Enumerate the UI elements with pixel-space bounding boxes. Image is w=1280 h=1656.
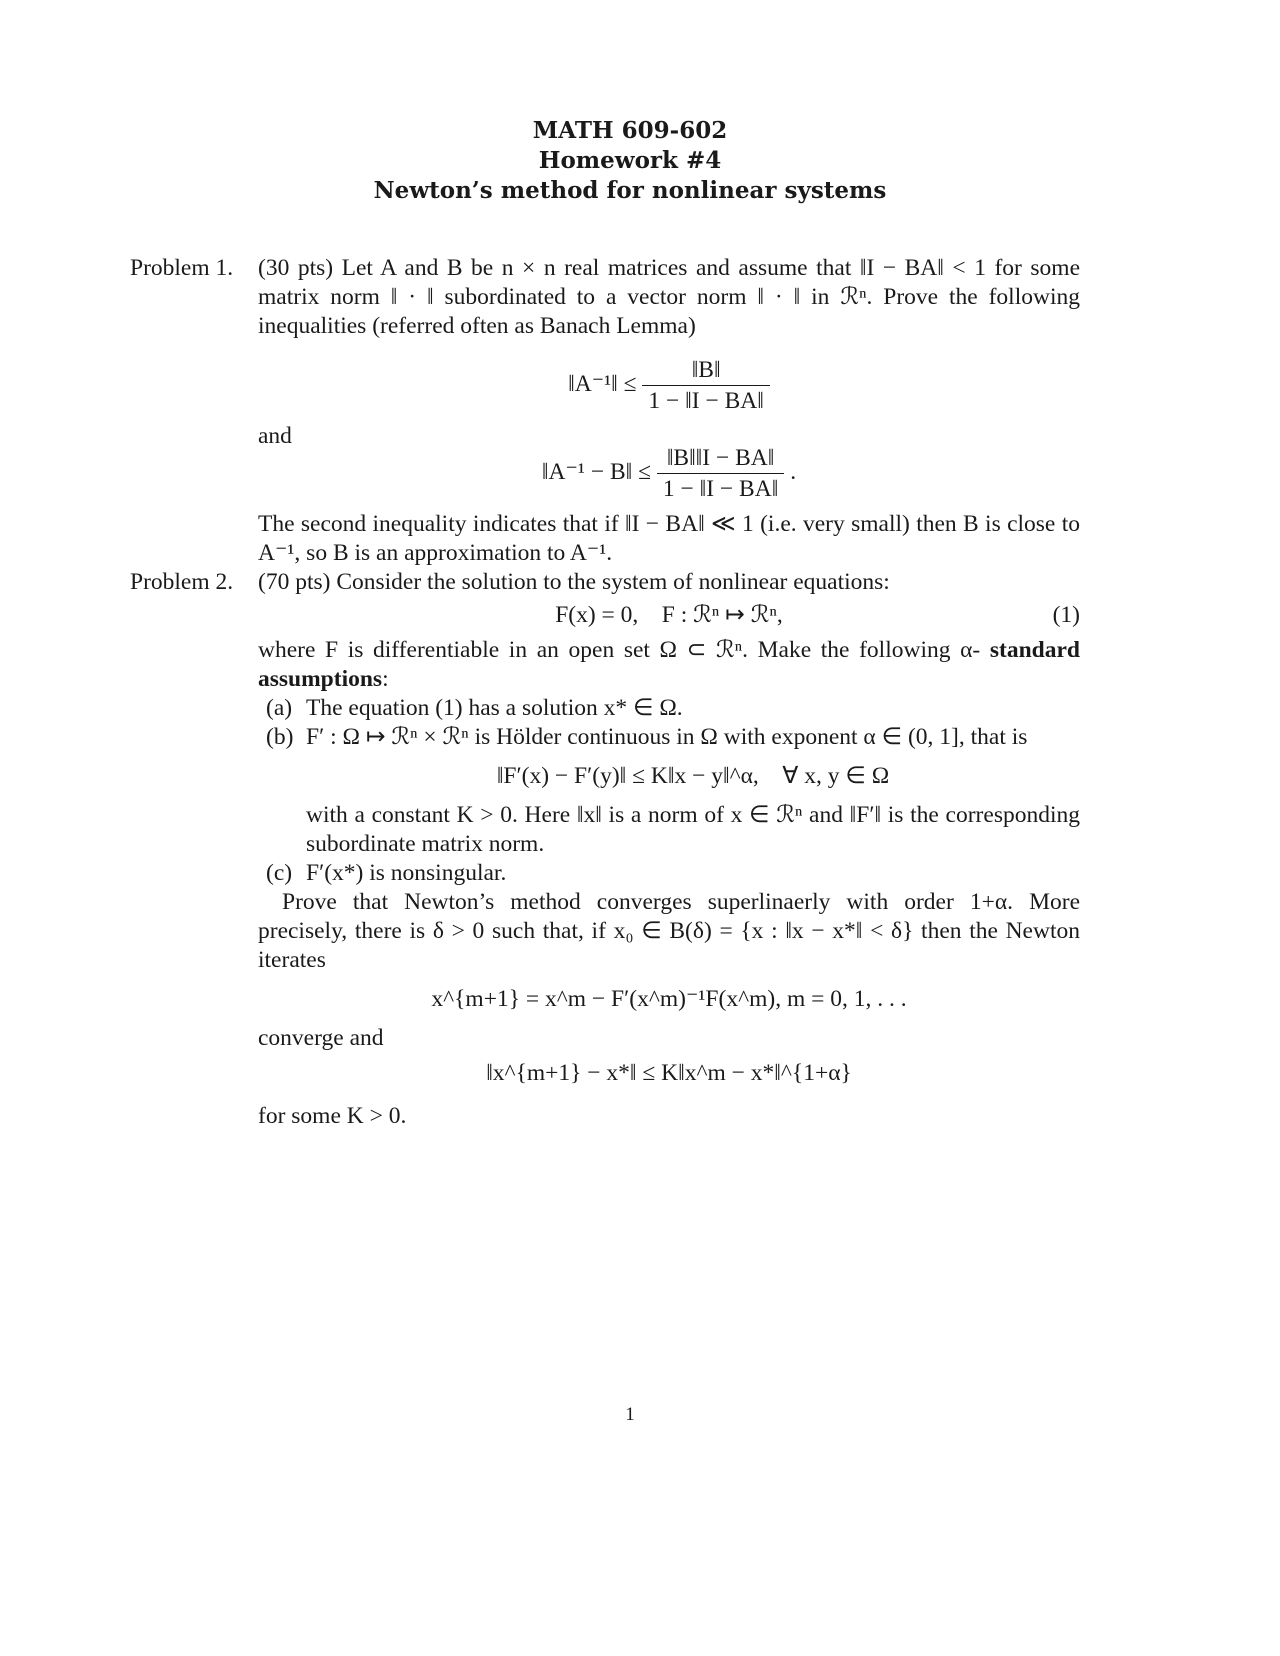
- assumption-a-label: (a): [266, 695, 293, 721]
- assumption-c-label: (c): [266, 860, 293, 886]
- assumption-c: [266, 859, 1080, 888]
- eq1-denominator: 1 − ‖I − BA‖: [648, 388, 764, 414]
- eq1-lhs: ‖A⁻¹‖ ≤: [568, 370, 637, 397]
- title-block: [0, 116, 1260, 206]
- assumption-a: [266, 694, 1080, 723]
- prove-text: Prove that Newton’s method converges superlinaerly with order 1+α. More precisely, there is δ > 0 such that, if x₀ ∈ B(δ) = {x : ‖x − x*‖ < δ} then the Newton iterates: [258, 889, 1080, 973]
- problem-1-pts: (30 pts): [258, 255, 334, 281]
- assumption-b-label: (b): [266, 724, 294, 750]
- page-number: 1: [625, 1404, 635, 1425]
- eq2-numerator: ‖B‖‖I − BA‖: [657, 443, 784, 474]
- eq1-fraction: [642, 355, 769, 416]
- course-title: MATH 609-602: [532, 117, 728, 144]
- standard-assumptions-colon: :: [382, 666, 389, 692]
- problem-1-closing: The second inequality indicates that if ‖I − BA‖ ≪ 1 (i.e. very small) then B is close to A⁻¹, so B is an approximation to A⁻¹.: [258, 511, 1080, 566]
- eq2-period: .: [790, 458, 797, 485]
- equation-number: (1): [1052, 602, 1080, 628]
- assumption-c-text: F′(x*) is nonsingular.: [306, 860, 507, 886]
- problem-1-intro-text: Let A and B be n × n real matrices and assume that ‖I − BA‖ < 1 for some matrix norm ‖ · ‖ subordinated to a vector norm ‖ · ‖ in ℛⁿ. Prove the following inequalities (referred often as Banach Lemma): [258, 255, 1081, 339]
- nonlinear-system-eq: F(x) = 0, F : ℛⁿ ↦ ℛⁿ,: [555, 602, 783, 628]
- problem-1-intro: [258, 254, 1080, 341]
- convergence-inequality: ‖x^{m+1} − x*‖ ≤ K‖x^m − x*‖^{1+α}: [486, 1060, 852, 1086]
- eq1-numerator: ‖B‖: [642, 355, 769, 386]
- assumption-b-text: F′ : Ω ↦ ℛⁿ × ℛⁿ is Hölder continuous in Ω with exponent α ∈ (0, 1], that is: [306, 724, 1028, 750]
- final-text: for some K > 0.: [258, 1103, 407, 1129]
- newton-iteration: x^{m+1} = x^m − F′(x^m)⁻¹F(x^m), m = 0, 1, . . .: [431, 986, 907, 1012]
- eq2-denominator: 1 − ‖I − BA‖: [662, 476, 779, 502]
- problem-2-where: [258, 636, 1080, 694]
- standard-assumptions-label: standard assumptions: [258, 637, 1080, 692]
- eq2-fraction: [657, 443, 784, 504]
- problem-2-label: Problem 2.: [130, 569, 234, 595]
- assumption-b: [266, 723, 1080, 859]
- problem-1: [130, 254, 1080, 568]
- converge-label: converge and: [258, 1025, 384, 1051]
- assumptions-list: [266, 694, 1080, 888]
- and-label: and: [258, 423, 292, 449]
- holder-after-text: with a constant K > 0. Here ‖x‖ is a norm of x ∈ ℛⁿ and ‖F′‖ is the corresponding subordinate matrix norm.: [306, 802, 1080, 857]
- body-text: [130, 254, 1080, 1131]
- nonlinear-system-equation: [258, 601, 1080, 630]
- problem-1-label: Problem 1.: [130, 255, 234, 281]
- assumption-a-text: The equation (1) has a solution x* ∈ Ω.: [306, 695, 683, 721]
- holder-condition: ‖F′(x) − F′(y)‖ ≤ K‖x − y‖^α, ∀ x, y ∈ Ω: [496, 763, 890, 789]
- banach-inequality-1: [258, 355, 1080, 416]
- eq2-lhs: ‖A⁻¹ − B‖ ≤: [541, 458, 651, 485]
- where-text: where F is differentiable in an open set Ω ⊂ ℛⁿ. Make the following α-: [258, 637, 981, 663]
- topic-title: Newton’s method for nonlinear systems: [373, 177, 887, 204]
- banach-inequality-2: [258, 443, 1080, 504]
- homework-title: Homework #4: [538, 147, 722, 174]
- problem-2-intro: (70 pts) Consider the solution to the system of nonlinear equations:: [258, 569, 890, 595]
- problem-2: [130, 568, 1080, 1131]
